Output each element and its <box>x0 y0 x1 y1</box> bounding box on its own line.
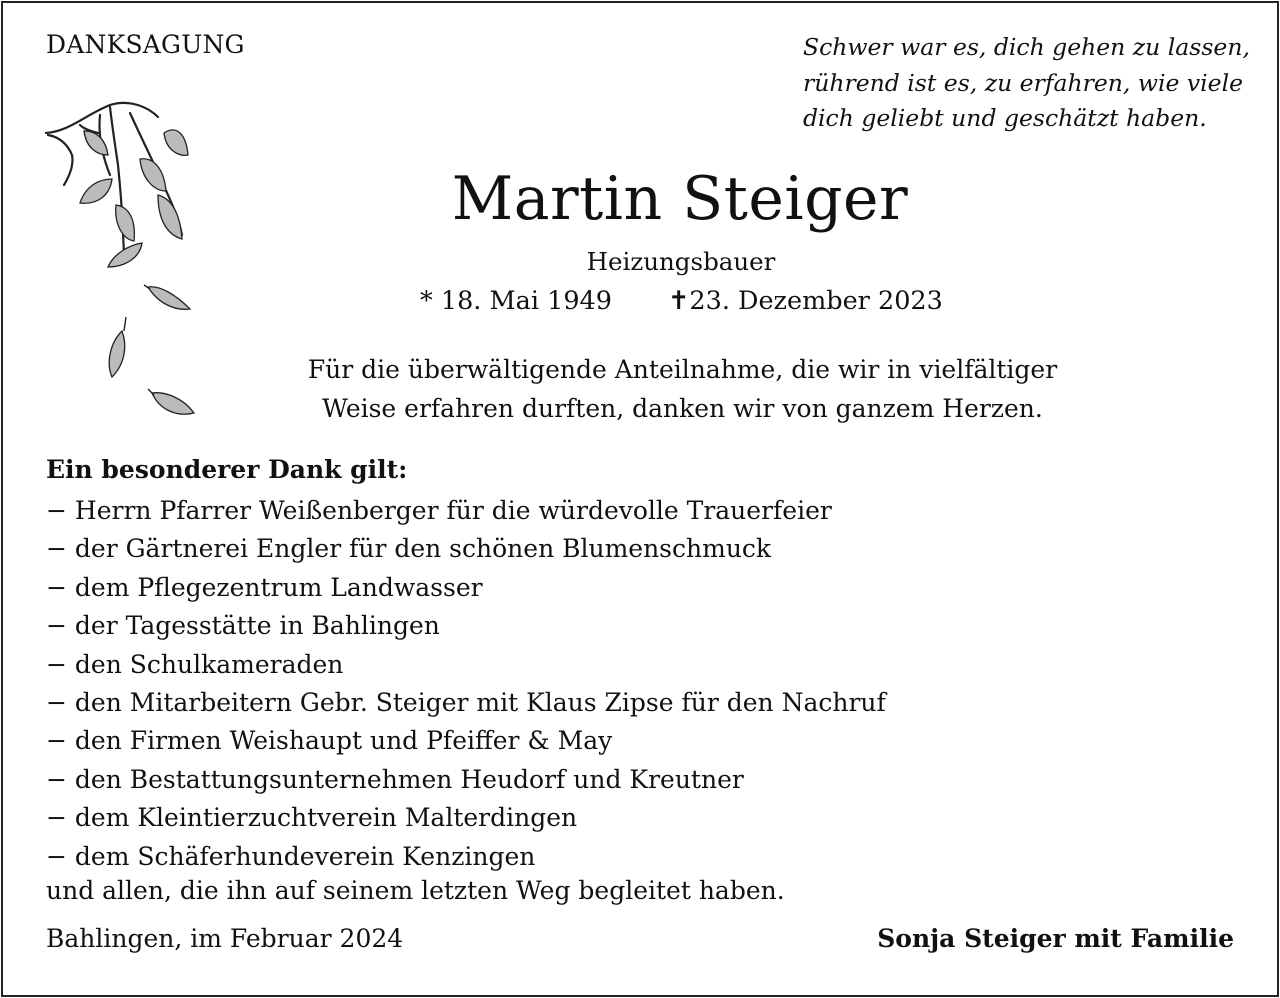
special-thanks-list <box>46 492 886 876</box>
closing-line: und allen, die ihn auf seinem letzten Weg begleitet haben. <box>46 876 785 905</box>
motto-line: dich geliebt und geschätzt haben. <box>803 104 1207 132</box>
list-item: − den Mitarbeitern Gebr. Steiger mit Klaus Zipse für den Nachruf <box>46 688 886 718</box>
list-item: − den Bestattungsunternehmen Heudorf und Kreutner <box>46 764 744 794</box>
list-item: − den Schulkameraden <box>46 649 344 679</box>
death-date: ✝23. Dezember 2023 <box>668 286 943 316</box>
list-item: − dem Schäferhundeverein Kenzingen <box>46 841 536 871</box>
thanks-line: Weise erfahren durften, danken wir von ganzem Herzen. <box>322 393 1043 423</box>
thanks-paragraph <box>300 351 1065 428</box>
motto-quote <box>803 30 1250 137</box>
list-item: − der Gärtnerei Engler für den schönen Blumenschmuck <box>46 534 772 564</box>
list-item: − den Firmen Weishaupt und Pfeiffer & May <box>46 726 613 756</box>
thanks-line: Für die überwältigende Anteilnahme, die wir in vielfältiger <box>307 355 1058 384</box>
motto-line: Schwer war es, dich gehen zu lassen, <box>803 33 1250 61</box>
signature: Sonja Steiger mit Familie <box>877 924 1234 953</box>
list-item: − dem Kleintierzuchtverein Malterdingen <box>46 803 578 833</box>
deceased-name: Martin Steiger <box>451 164 909 234</box>
header-label: DANKSAGUNG <box>46 30 245 59</box>
list-item: − dem Pflegezentrum Landwasser <box>46 572 483 602</box>
list-item: − Herrn Pfarrer Weißenberger für die würdevolle Trauerfeier <box>46 496 832 525</box>
occupation: Heizungsbauer <box>586 247 776 276</box>
birth-date: * 18. Mai 1949 <box>420 286 612 316</box>
motto-line: rührend ist es, zu erfahren, wie viele <box>803 68 1244 97</box>
special-thanks-heading: Ein besonderer Dank gilt: <box>46 455 408 484</box>
place-date: Bahlingen, im Februar 2024 <box>46 924 404 953</box>
list-item: − der Tagesstätte in Bahlingen <box>46 611 440 641</box>
